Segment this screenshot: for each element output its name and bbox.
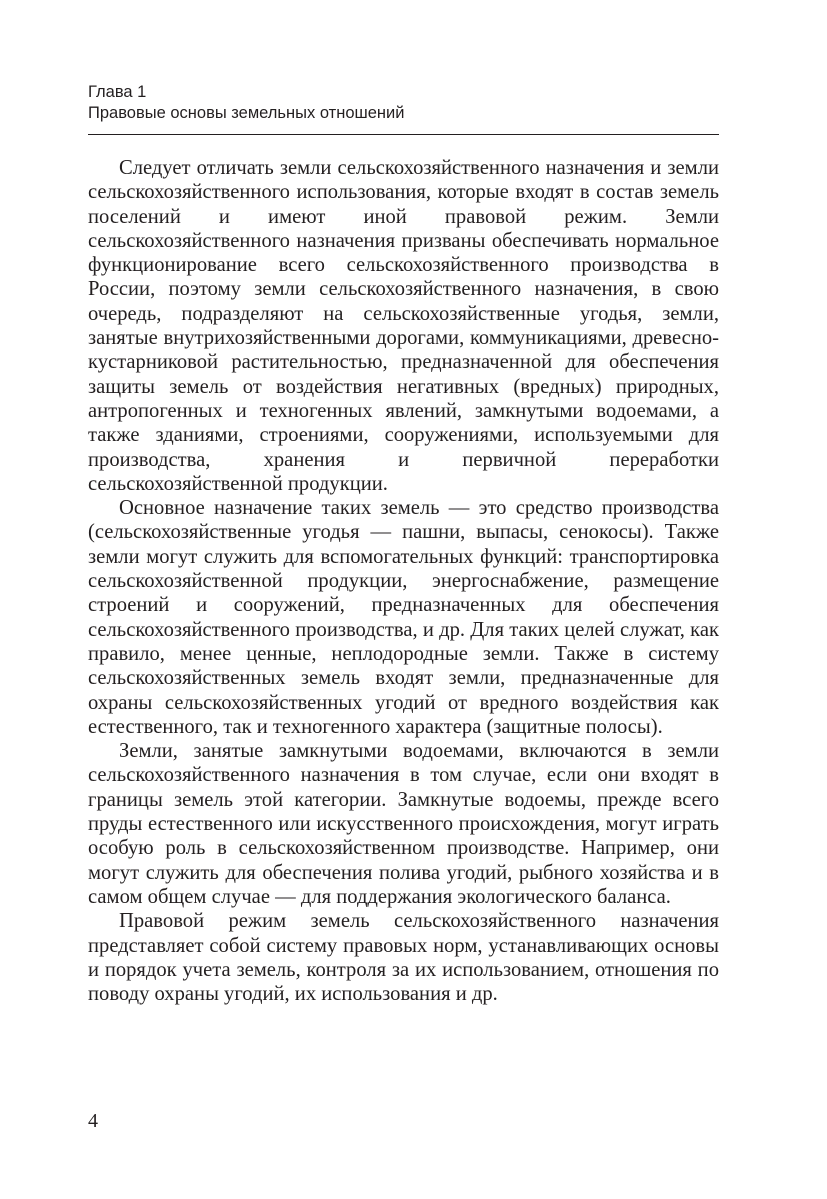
chapter-title: Правовые основы земельных отношений [88,104,405,122]
header-divider [88,134,719,135]
running-header [88,82,719,124]
paragraph-3: Земли, занятые замкнутыми водоемами, включаются в земли сельскохозяйственного назначения в том случае, если они входят в границы земель этой категории. Замкнутые водоемы, прежде всего пруды естественного или искусственного происхождения, могут играть особую роль в сельскохозяйственном производстве. Например, они могут служить для обеспечения полива угодий, рыбного хозяйства и в самом общем случае — для поддержания экологического баланса. [88,740,719,908]
body-text [88,156,719,1006]
paragraph-2: Основное назначение таких земель — это средство производства (сельскохозяйственные угодья — пашни, выпасы, сенокосы). Также земли могут служить для вспомогательных функций: транспортировка сельскохозяйственной продукции, энергоснабжение, размещение строений и сооружений, предназначенных для обеспечения сельскохозяйственного производства, и др. Для таких целей служат, как правило, менее ценные, неплодородные земли. Также в систему сельскохозяйственных земель входят земли, предназначенные для охраны сельскохозяйственных угодий от вредного воздействия как естественного, так и техногенного характера (защитные полосы). [88,497,719,738]
chapter-label: Глава 1 [88,83,147,101]
paragraph-1: Следует отличать земли сельскохозяйственного назначения и земли сельскохозяйственного использования, которые входят в состав земель поселений и имеют иной правовой режим. Земли сельскохозяйственного назначения призваны обеспечивать нормальное функционирование всего сельскохозяйственного производства в России, поэтому земли сельскохозяйственного назначения, в свою очередь, подразделяют на сельскохозяйственные угодья, земли, занятые внутрихозяйственными дорогами, коммуникациями, древесно-кустарниковой растительностью, предназначенной для обеспечения защиты земель от воздействия негативных (вредных) природных, антропогенных и техногенных явлений, замкнутыми водоемами, а также зданиями, строениями, сооружениями, используемыми для производства, хранения и первичной переработки сельскохозяйственной продукции. [88,157,719,495]
paragraph-4: Правовой режим земель сельскохозяйственного назначения представляет собой систему правовых норм, устанавливающих основы и порядок учета земель, контроля за их использованием, отношения по поводу охраны угодий, их использования и др. [88,910,719,1006]
page-number: 4 [88,1110,98,1132]
